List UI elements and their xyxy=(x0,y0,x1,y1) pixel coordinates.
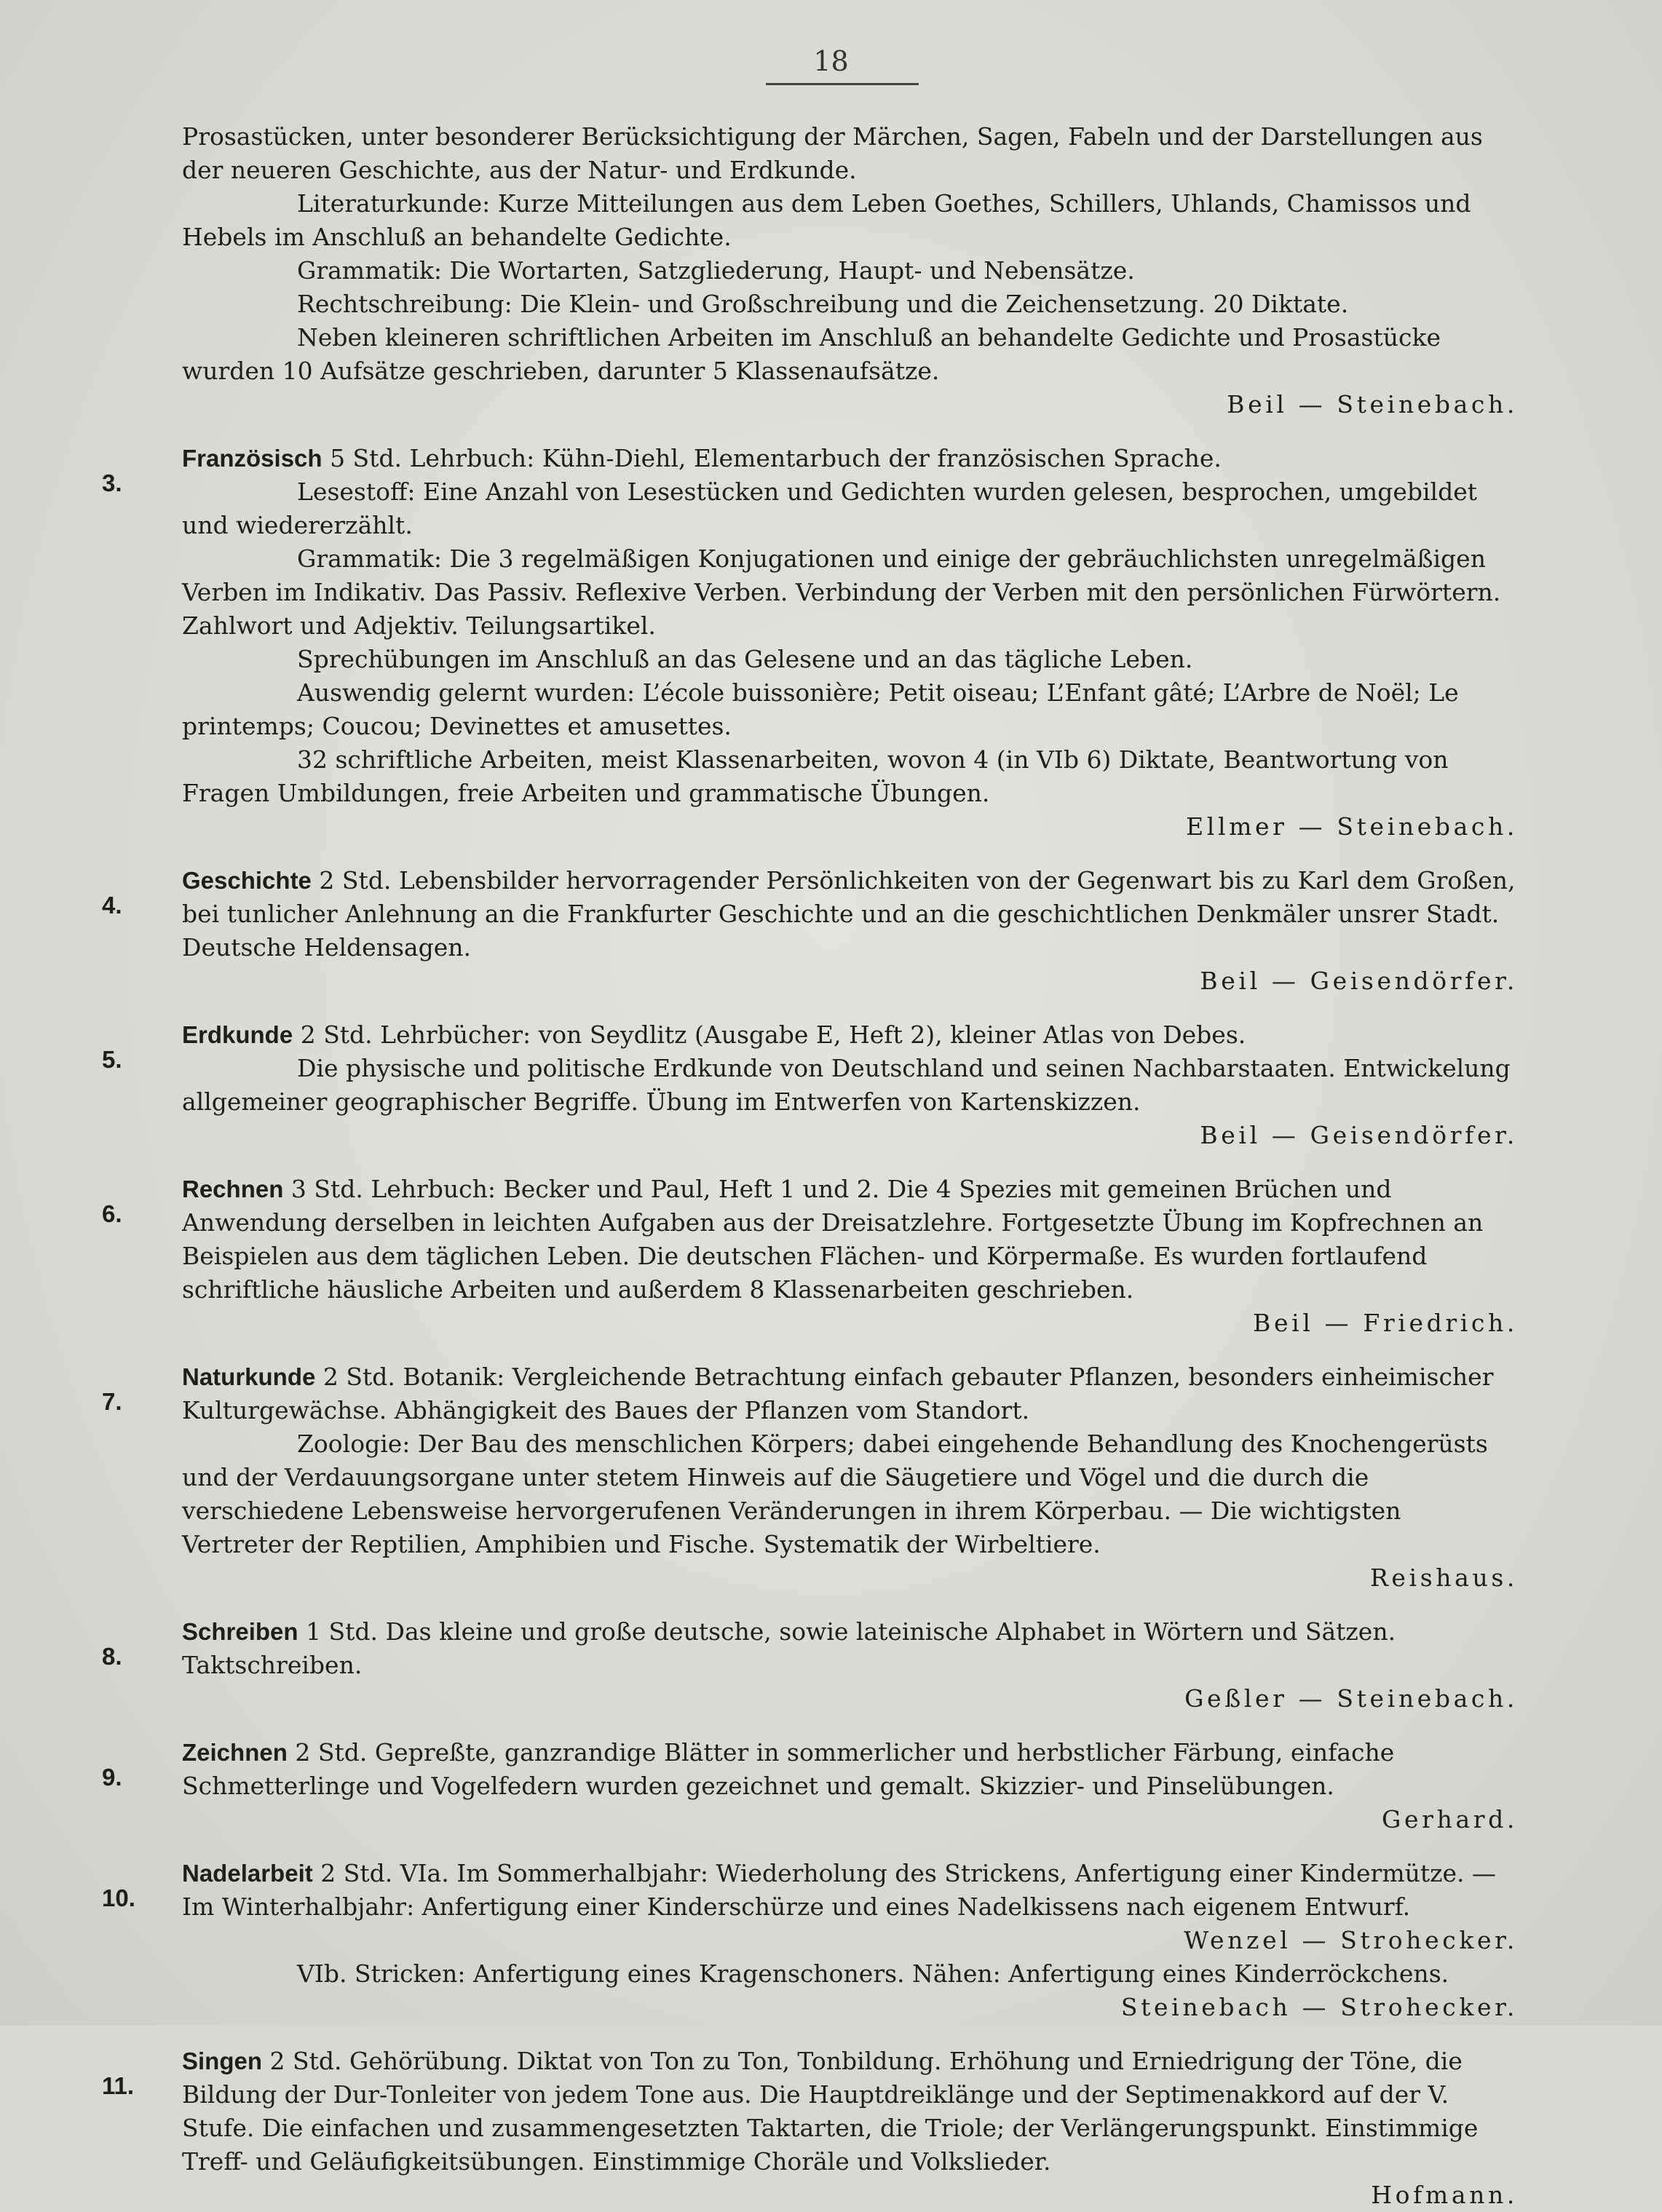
section-number: 4. xyxy=(102,892,122,919)
section-subject: Naturkunde xyxy=(182,1363,316,1390)
section-paragraph: 2 Std. Lehrbücher: von Seydlitz (Ausgabe E, Heft 2), kleiner Atlas von Debes. xyxy=(300,1020,1246,1049)
section-subject: Singen xyxy=(182,2048,263,2074)
section-rechnen xyxy=(102,1173,1518,1340)
teacher-signature: Beil — Geisendörfer. xyxy=(1200,1121,1518,1149)
section-paragraph: 2 Std. Gehörübung. Diktat von Ton zu Ton, Tonbildung. Erhöhung und Erniedrigung der Töne, die Bildung der Dur-Tonleiter von jedem Tone aus. Die Hauptdreiklänge und der Septimenakkord auf der V. Stufe. Die einfachen und zusammengesetzten Taktarten, die Triole; der Verlängerungspunkt. Einstimmige Treff- und Geläufigkeitsübungen. Einstimmige Choräle und Volkslieder. xyxy=(182,2047,1479,2176)
teacher-signature: Wenzel — Strohecker. xyxy=(1184,1926,1518,1954)
section-number: 11. xyxy=(102,2072,135,2099)
intro-paragraph: Prosastücken, unter besonderer Berücksichtigung der Märchen, Sagen, Fabeln und der Darstellungen aus der neueren Geschichte, aus der Natur- und Erdkunde. xyxy=(182,122,1483,184)
section-paragraph: 2 Std. Botanik: Vergleichende Betrachtung einfach gebauter Pflanzen, besonders einheimischer Kulturgewächse. Abhängigkeit des Baues der Pflanzen vom Standort. xyxy=(182,1363,1494,1424)
section-paragraph: Die physische und politische Erdkunde von Deutschland und seinen Nachbarstaaten. Entwickelung allgemeiner geographischer Begriffe. Übung im Entwerfen von Kartenskizzen. xyxy=(182,1054,1511,1116)
intro-paragraph: Rechtschreibung: Die Klein- und Großschreibung und die Zeichensetzung. 20 Diktate. xyxy=(297,290,1349,318)
section-franzoesisch xyxy=(102,442,1518,844)
section-singen xyxy=(102,2045,1518,2212)
section-paragraph: Lesestoff: Eine Anzahl von Lesestücken und Gedichten wurden gelesen, besprochen, umgebildet und wiedererzählt. xyxy=(182,477,1478,539)
section-subject: Rechnen xyxy=(182,1176,284,1202)
section-paragraph: Sprechübungen im Anschluß an das Gelesene und an das tägliche Leben. xyxy=(297,645,1193,673)
intro-paragraph: Neben kleineren schriftlichen Arbeiten im Anschluß an behandelte Gedichte und Prosastücke wurden 10 Aufsätze geschrieben, darunter 5 Klassenaufsätze. xyxy=(182,323,1441,385)
intro-paragraph: Literaturkunde: Kurze Mitteilungen aus dem Leben Goethes, Schillers, Uhlands, Chamissos und Hebels im Anschluß an behandelte Gedichte. xyxy=(182,189,1471,251)
section-number: 9. xyxy=(102,1764,122,1791)
section-paragraph: Zoologie: Der Bau des menschlichen Körpers; dabei eingehende Behandlung des Knochengerüsts und der Verdauungsorgane unter stetem Hinweis auf die Säugetiere und Vögel und die durch die verschiedene Lebensweise hervorgerufenen Veränderungen in ihrem Körperbau. — Die wichtigsten Vertreter der Reptilien, Amphibien und Fische. Systematik der Wirbeltiere. xyxy=(182,1430,1488,1558)
teacher-signature: Steinebach — Strohecker. xyxy=(1120,1993,1518,2021)
section-subject: Zeichnen xyxy=(182,1739,288,1766)
section-number: 8. xyxy=(102,1643,122,1670)
section-number: 5. xyxy=(102,1046,122,1073)
teacher-signature: Reishaus. xyxy=(1369,1563,1518,1592)
page-number: 18 xyxy=(813,45,849,77)
section-naturkunde xyxy=(102,1360,1518,1595)
section-geschichte xyxy=(102,864,1518,998)
section-number: 7. xyxy=(102,1388,122,1415)
section-paragraph: 1 Std. Das kleine und große deutsche, sowie lateinische Alphabet in Wörtern und Sätzen. Taktschreiben. xyxy=(182,1617,1396,1679)
section-paragraph: 2 Std. Gepreßte, ganzrandige Blätter in sommerlicher und herbstlicher Färbung, einfache Schmetterlinge und Vogelfedern wurden gezeichnet und gemalt. Skizzier- und Pinselübungen. xyxy=(182,1738,1395,1800)
section-erdkunde xyxy=(102,1018,1518,1152)
page-number-rule xyxy=(766,83,919,85)
section-paragraph: 2 Std. VIa. Im Sommerhalbjahr: Wiederholung des Strickens, Anfertigung einer Kindermütze. — Im Winterhalbjahr: Anfertigung einer Kinderschürze und eines Nadelkissens nach eigenem Entwurf. xyxy=(182,1859,1497,1921)
section-subject: Französisch xyxy=(182,445,322,472)
section-paragraph: Grammatik: Die 3 regelmäßigen Konjugationen und einige der gebräuchlichsten unregelmäßigen Verben im Indikativ. Das Passiv. Reflexive Verben. Verbindung der Verben mit den persönlichen Fürwörtern. Zahlwort und Adjektiv. Teilungsartikel. xyxy=(182,544,1501,640)
teacher-signature: Geßler — Steinebach. xyxy=(1184,1684,1518,1713)
teacher-signature: Hofmann. xyxy=(1371,2181,1518,2209)
section-paragraph: 3 Std. Lehrbuch: Becker und Paul, Heft 1 und 2. Die 4 Spezies mit gemeinen Brüchen und Anwendung derselben in leichten Aufgaben aus der Dreisatzlehre. Fortgesetzte Übung im Kopfrechnen an Beispielen aus dem täglichen Leben. Die deutschen Flächen- und Körpermaße. Es wurden fortlaufend schriftliche häusliche Arbeiten und außerdem 8 Klassenarbeiten geschrieben. xyxy=(182,1175,1484,1304)
teacher-signature: Gerhard. xyxy=(1382,1805,1518,1834)
section-paragraph: 32 schriftliche Arbeiten, meist Klassenarbeiten, wovon 4 (in VIb 6) Diktate, Beantwortung von Fragen Umbildungen, freie Arbeiten und grammatische Übungen. xyxy=(182,745,1449,807)
intro-block xyxy=(182,120,1518,421)
section-number: 6. xyxy=(102,1200,122,1227)
section-nadelarbeit xyxy=(102,1857,1518,2024)
teacher-signature: Ellmer — Steinebach. xyxy=(1186,812,1518,841)
section-number: 3. xyxy=(102,469,122,496)
intro-paragraph: Grammatik: Die Wortarten, Satzgliederung, Haupt- und Nebensätze. xyxy=(297,256,1135,285)
teacher-signature: Beil — Steinebach. xyxy=(1227,390,1518,419)
section-subject: Schreiben xyxy=(182,1618,298,1645)
section-paragraph: 2 Std. Lebensbilder hervorragender Persönlichkeiten von der Gegenwart bis zu Karl dem Großen, bei tunlicher Anlehnung an die Frankfurter Geschichte und an die geschichtlichen Denkmäler unsrer Stadt. Deutsche Heldensagen. xyxy=(182,866,1516,962)
page-content xyxy=(102,120,1518,2212)
section-number: 10. xyxy=(102,1884,135,1911)
teacher-signature: Beil — Friedrich. xyxy=(1253,1309,1518,1337)
teacher-signature: Beil — Geisendörfer. xyxy=(1200,967,1518,995)
section-zeichnen xyxy=(102,1736,1518,1836)
section-paragraph: VIb. Stricken: Anfertigung eines Kragenschoners. Nähen: Anfertigung eines Kinderröckchens. xyxy=(297,1959,1449,1988)
section-subject: Geschichte xyxy=(182,867,312,894)
section-paragraph: 5 Std. Lehrbuch: Kühn-Diehl, Elementarbuch der französischen Sprache. xyxy=(330,444,1222,472)
section-schreiben xyxy=(102,1615,1518,1716)
section-subject: Nadelarbeit xyxy=(182,1860,313,1887)
section-paragraph: Auswendig gelernt wurden: L’école buissonière; Petit oiseau; L’Enfant gâté; L’Arbre de Noël; Le printemps; Coucou; Devinettes et amusettes. xyxy=(182,678,1459,740)
section-subject: Erdkunde xyxy=(182,1021,293,1048)
